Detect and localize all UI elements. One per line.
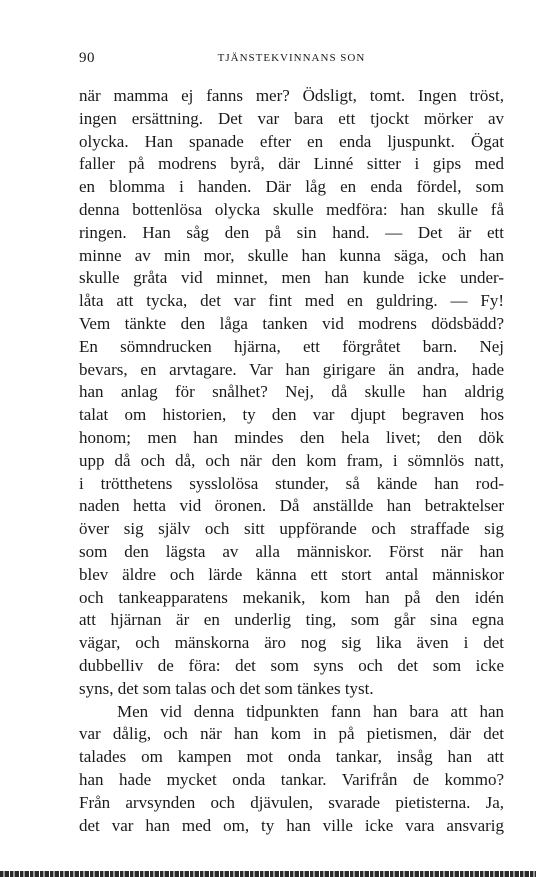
text-line: denna bottenlösa olycka skulle medföra: han skulle få (79, 199, 504, 219)
running-head (79, 50, 504, 70)
page-bottom-edge (0, 871, 536, 877)
text-line: det var han med om, ty han ville icke vara ansvarig (79, 815, 504, 835)
text-line: Men vid denna tidpunkten fann han bara att han (117, 701, 504, 721)
text-line: upp då och då, och när den kom fram, i sömnlös natt, (79, 450, 504, 470)
text-line: blev äldre och lärde känna ett stort antal människor (79, 564, 504, 584)
text-line: Från arvsynden och djävulen, svarade pietisterna. Ja, (79, 792, 504, 812)
body-text (79, 85, 504, 837)
text-line: honom; men han mindes den hela livet; den dök (79, 427, 504, 447)
text-line: Vem tänkte den låga tanken vid modrens dödsbädd? (79, 313, 504, 333)
text-line: var dålig, och när han kom in på pietismen, där det (79, 724, 504, 744)
text-line: faller på modrens byrå, där Linné sitter i gips med (79, 154, 504, 174)
text-line: En sömndrucken hjärna, ett förgråtet barn. Nej (79, 336, 504, 356)
page-number: 90 (79, 50, 95, 66)
text-line: naden hetta vid öronen. Då anställde han betraktelser (79, 496, 504, 516)
text-line: bevars, en arvtagare. Var han girigare än andra, hade (79, 359, 504, 379)
running-title: TJÄNSTEKVINNANS SON (217, 52, 366, 64)
text-line: när mamma ej fanns mer? Ödsligt, tomt. Ingen tröst, (79, 86, 504, 105)
text-line: i trötthetens sysslolösa stunder, så kände han rod- (79, 473, 504, 493)
text-line: att hjärnan är en underlig ting, som går sina egna (79, 610, 504, 630)
text-line: han hade mycket onda tankar. Varifrån de kommo? (79, 769, 504, 789)
text-line: ingen ersättning. Det var bara ett tjockt mörker av (79, 108, 504, 128)
text-line: ringen. Han såg den på sin hand. — Det är ett (79, 222, 504, 242)
text-line: över sig själv och sitt uppförande och straffade sig (79, 519, 504, 539)
text-line: han anlag för snålhet? Nej, då skulle han aldrig (79, 382, 504, 402)
text-line: olycka. Han spanade efter en enda ljuspunkt. Ögat (79, 131, 504, 151)
text-line: talat om historien, ty den var djupt begraven hos (79, 405, 504, 425)
text-line: dubbelliv de föra: det som syns och det som icke (79, 655, 504, 675)
text-line: och tankeapparatens mekanik, kom han på den idén (79, 587, 504, 607)
text-line: som den lägsta av alla människor. Först när han (79, 541, 504, 561)
text-line: låta att tycka, det var fint med en guldring. — Fy! (79, 291, 504, 311)
text-line: minne av min mor, skulle han kunna säga, och han (79, 245, 504, 265)
text-line: en blomma i handen. Där låg en enda fördel, som (79, 177, 504, 197)
text-line: vägar, och mänskorna äro nog sig lika även i det (79, 633, 504, 653)
text-line: syns, det som talas och det som tänkes tyst. (79, 678, 374, 698)
text-line: talades om kampen mot onda tankar, insåg han att (79, 747, 504, 767)
text-line: skulle gråta vid minnet, men han kunde icke under- (79, 268, 504, 288)
